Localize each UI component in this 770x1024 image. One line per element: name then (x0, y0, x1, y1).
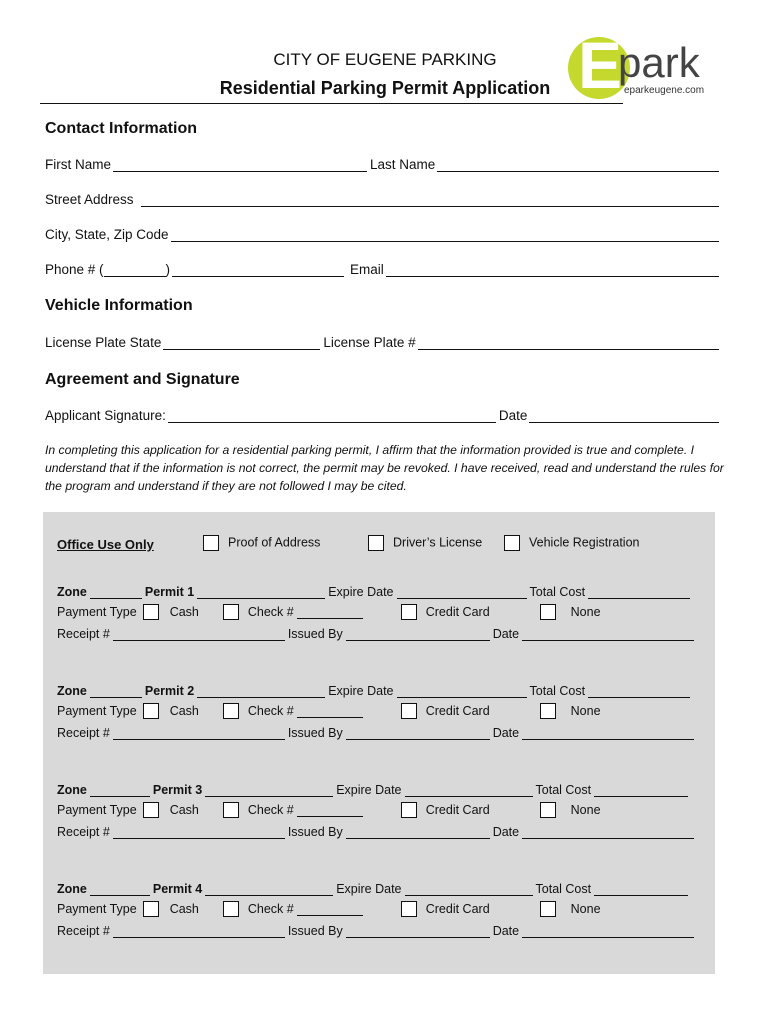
check-box[interactable] (223, 901, 239, 917)
license-label: Driver’s License (393, 535, 483, 550)
office-heading: Office Use Only (57, 537, 154, 552)
area-code-field[interactable] (104, 262, 166, 277)
city-label: City, State, Zip Code (45, 227, 169, 242)
plate-row (45, 335, 722, 350)
proof-checkbox[interactable] (203, 535, 320, 551)
receipt-date-field[interactable] (522, 826, 694, 839)
receipt-label: Receipt # (57, 726, 110, 740)
none-box[interactable] (540, 802, 556, 818)
cash-label: Cash (169, 605, 199, 619)
zone-label: Zone (57, 585, 87, 599)
city-heading: CITY OF EUGENE PARKING (273, 50, 497, 69)
email-field[interactable] (386, 262, 719, 277)
last-name-label: Last Name (370, 157, 436, 172)
zone-field[interactable] (90, 883, 150, 896)
proof-label: Proof of Address (228, 535, 321, 550)
plate-num-field[interactable] (418, 335, 719, 350)
check-box[interactable] (223, 604, 239, 620)
vehicle-heading: Vehicle Information (45, 297, 193, 314)
receipt-date-label: Date (492, 627, 520, 641)
first-name-label: First Name (45, 157, 112, 172)
registration-label: Vehicle Registration (529, 535, 640, 550)
credit-box[interactable] (401, 604, 417, 620)
name-row (45, 157, 722, 172)
phone-close: ) (165, 262, 171, 277)
office-use-panel (43, 512, 715, 974)
permit-field[interactable] (197, 586, 325, 599)
total-field[interactable] (594, 883, 688, 896)
issued-label: Issued By (287, 924, 343, 938)
receipt-label: Receipt # (57, 924, 110, 938)
total-label: Total Cost (529, 684, 586, 698)
agreement-heading: Agreement and Signature (45, 371, 240, 388)
check-label: Check # (247, 902, 294, 916)
cash-label: Cash (169, 803, 199, 817)
permit-label: Permit 4 (152, 882, 203, 896)
none-label: None (570, 902, 601, 916)
none-label: None (570, 803, 601, 817)
expire-label: Expire Date (336, 882, 402, 896)
total-field[interactable] (594, 784, 688, 797)
street-field[interactable] (141, 192, 719, 207)
cash-label: Cash (169, 704, 199, 718)
total-field[interactable] (588, 685, 690, 698)
cash-label: Cash (169, 902, 199, 916)
phone-field[interactable] (172, 262, 344, 277)
issued-label: Issued By (287, 825, 343, 839)
contact-heading: Contact Information (45, 120, 197, 137)
zone-field[interactable] (90, 685, 142, 698)
check-field[interactable] (297, 705, 363, 718)
expire-label: Expire Date (328, 684, 394, 698)
street-label: Street Address (45, 192, 134, 207)
issued-field[interactable] (346, 628, 490, 641)
epark-logo (566, 28, 726, 105)
issued-field[interactable] (346, 727, 490, 740)
date-field[interactable] (529, 408, 719, 423)
zone-label: Zone (57, 684, 87, 698)
check-box[interactable] (223, 802, 239, 818)
email-label: Email (350, 262, 384, 277)
issued-label: Issued By (287, 726, 343, 740)
none-box[interactable] (540, 901, 556, 917)
none-label: None (570, 704, 601, 718)
first-name-field[interactable] (113, 157, 367, 172)
credit-label: Credit Card (425, 803, 490, 817)
receipt-date-field[interactable] (522, 727, 694, 740)
total-field[interactable] (588, 586, 690, 599)
header-rule (40, 103, 623, 104)
credit-box[interactable] (401, 703, 417, 719)
logo-url: eparkeugene.com (624, 85, 705, 96)
affirmation-statement: In completing this application for a residential parking permit, I affirm that the information provided is true and complete. I understand that if the information is not correct, the permit may be revoked. I have received, read and understand the rules for the program and understand if they are not followed I may be cited. (45, 443, 724, 493)
registration-box[interactable] (504, 535, 520, 551)
plate-num-label: License Plate # (323, 335, 416, 350)
signature-row (45, 408, 722, 423)
permit-field[interactable] (205, 784, 333, 797)
total-label: Total Cost (529, 585, 586, 599)
cash-box[interactable] (143, 802, 159, 818)
issued-field[interactable] (346, 925, 490, 938)
none-label: None (570, 605, 601, 619)
cash-box[interactable] (143, 703, 159, 719)
permit-label: Permit 2 (144, 684, 195, 698)
form-title: Residential Parking Permit Application (219, 78, 551, 98)
permit-label: Permit 3 (152, 783, 203, 797)
receipt-date-field[interactable] (522, 628, 694, 641)
payment-label: Payment Type (57, 902, 137, 916)
credit-label: Credit Card (425, 902, 490, 916)
receipt-date-label: Date (492, 726, 520, 740)
phone-row (45, 262, 722, 277)
receipt-field[interactable] (113, 925, 285, 938)
total-label: Total Cost (535, 882, 592, 896)
payment-label: Payment Type (57, 704, 137, 718)
check-box[interactable] (223, 703, 239, 719)
receipt-field[interactable] (113, 628, 285, 641)
cash-box[interactable] (143, 604, 159, 620)
zone-field[interactable] (90, 784, 150, 797)
plate-state-field[interactable] (163, 335, 320, 350)
date-label: Date (498, 408, 528, 423)
none-box[interactable] (540, 604, 556, 620)
payment-label: Payment Type (57, 605, 137, 619)
check-field[interactable] (297, 903, 363, 916)
expire-field[interactable] (405, 883, 533, 896)
receipt-date-label: Date (492, 924, 520, 938)
check-field[interactable] (297, 804, 363, 817)
none-box[interactable] (540, 703, 556, 719)
zone-label: Zone (57, 783, 87, 797)
expire-field[interactable] (397, 586, 527, 599)
credit-box[interactable] (401, 802, 417, 818)
expire-label: Expire Date (336, 783, 402, 797)
receipt-date-label: Date (492, 825, 520, 839)
last-name-field[interactable] (437, 157, 719, 172)
receipt-field[interactable] (113, 727, 285, 740)
check-field[interactable] (297, 606, 363, 619)
expire-field[interactable] (397, 685, 527, 698)
credit-label: Credit Card (425, 605, 490, 619)
logo-letter: E (578, 28, 623, 102)
zone-field[interactable] (90, 586, 142, 599)
receipt-field[interactable] (113, 826, 285, 839)
permit-field[interactable] (197, 685, 325, 698)
plate-state-label: License Plate State (45, 335, 162, 350)
check-label: Check # (247, 704, 294, 718)
street-row (45, 192, 722, 207)
permit-field[interactable] (205, 883, 333, 896)
phone-label: Phone # ( (45, 262, 104, 277)
permit-label: Permit 1 (144, 585, 195, 599)
zone-label: Zone (57, 882, 87, 896)
signature-field[interactable] (168, 408, 496, 423)
proof-box[interactable] (203, 535, 219, 551)
license-checkbox[interactable] (368, 535, 482, 551)
cash-box[interactable] (143, 901, 159, 917)
logo-word: park (618, 39, 700, 86)
payment-label: Payment Type (57, 803, 137, 817)
city-row (45, 227, 722, 242)
check-label: Check # (247, 803, 294, 817)
credit-box[interactable] (401, 901, 417, 917)
expire-label: Expire Date (328, 585, 394, 599)
registration-checkbox[interactable] (504, 535, 639, 551)
receipt-date-field[interactable] (522, 925, 694, 938)
total-label: Total Cost (535, 783, 592, 797)
city-field[interactable] (171, 227, 719, 242)
receipt-label: Receipt # (57, 825, 110, 839)
license-box[interactable] (368, 535, 384, 551)
issued-field[interactable] (346, 826, 490, 839)
check-label: Check # (247, 605, 294, 619)
signature-label: Applicant Signature: (45, 408, 166, 423)
credit-label: Credit Card (425, 704, 490, 718)
receipt-label: Receipt # (57, 627, 110, 641)
expire-field[interactable] (405, 784, 533, 797)
issued-label: Issued By (287, 627, 343, 641)
